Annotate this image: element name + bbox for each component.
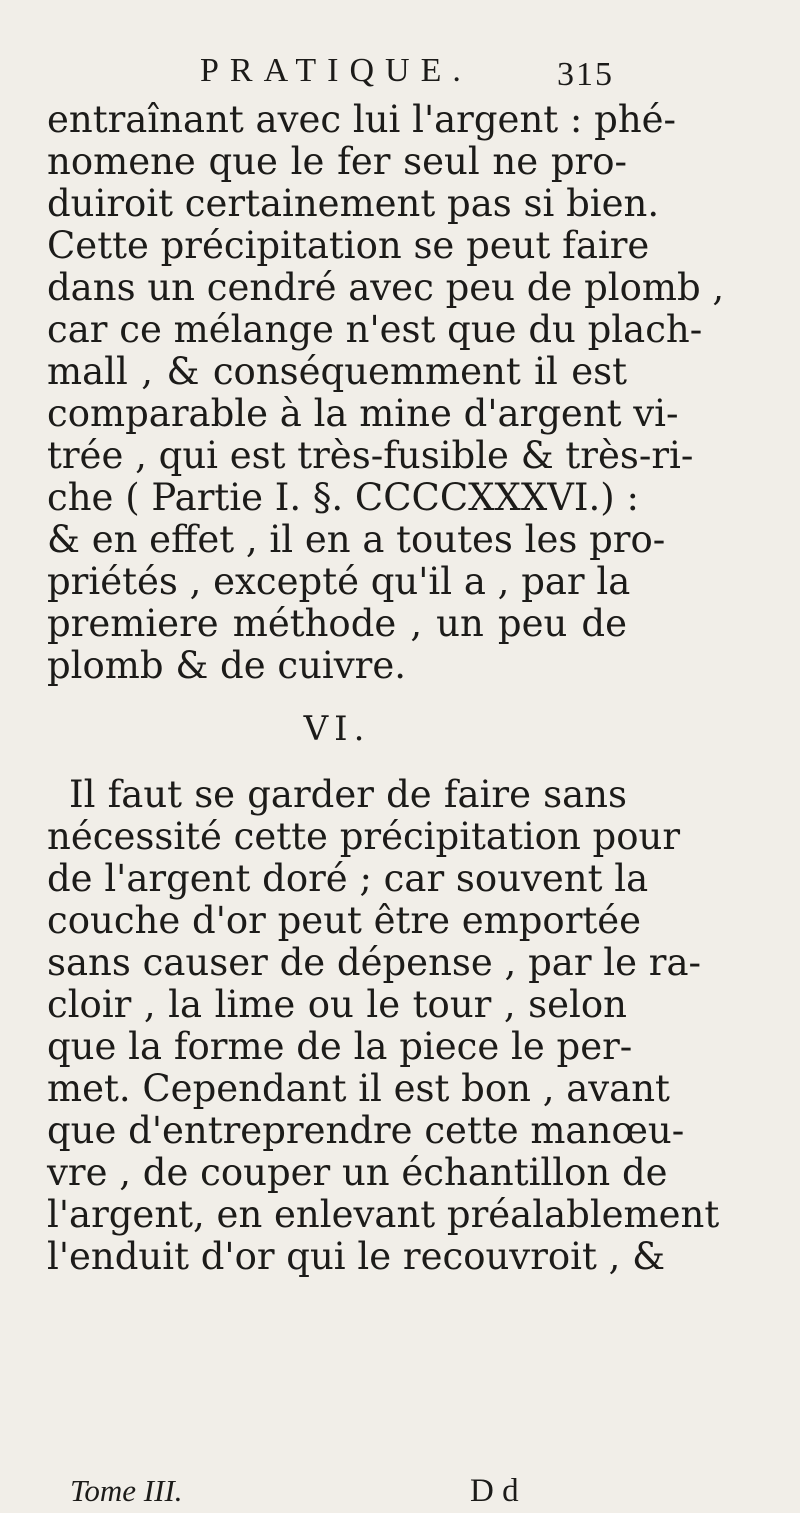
signature-mark: Tome III. (70, 1473, 183, 1508)
text-line: che ( Partie I. §. CCCCXXXVI.) : (47, 476, 639, 519)
text-line: & en effet , il en a toutes les pro- (47, 518, 666, 561)
text-line: entraînant avec lui l'argent : phé- (47, 98, 677, 141)
text-line: que d'entreprendre cette manœu- (47, 1109, 685, 1152)
section-heading: VI. (303, 709, 371, 749)
running-head-title: PRATIQUE. (200, 52, 472, 89)
running-head (0, 52, 800, 102)
page-number: 315 (557, 56, 614, 93)
text-line: dans un cendré avec peu de plomb , (47, 266, 725, 309)
text-line: sans causer de dépense , par le ra- (47, 941, 702, 984)
text-line: Il faut se garder de faire sans (69, 773, 627, 816)
text-line: duiroit certainement pas si bien. (47, 182, 660, 225)
catchword: D d (470, 1473, 519, 1509)
body-text (47, 98, 725, 1278)
text-line: car ce mélange n'est que du plach- (47, 308, 703, 351)
text-line: vre , de couper un échantillon de (47, 1151, 668, 1194)
text-line: premiere méthode , un peu de (47, 602, 627, 645)
text-line: l'argent, en enlevant préalablement (47, 1193, 720, 1236)
text-line: couche d'or peut être emportée (47, 899, 642, 942)
text-line: trée , qui est très-fusible & très-ri- (47, 434, 694, 477)
text-line: de l'argent doré ; car souvent la (47, 857, 649, 900)
text-line: nomene que le fer seul ne pro- (47, 140, 627, 183)
page-footer (0, 1473, 800, 1509)
text-line: l'enduit d'or qui le recouvroit , & (47, 1235, 666, 1278)
text-line: mall , & conséquemment il est (47, 350, 627, 393)
text-line: nécessité cette précipitation pour (47, 815, 681, 858)
text-line: cloir , la lime ou le tour , selon (47, 983, 627, 1026)
text-line: priétés , excepté qu'il a , par la (47, 560, 631, 603)
text-line: comparable à la mine d'argent vi- (47, 392, 679, 435)
text-line: plomb & de cuivre. (47, 644, 406, 687)
text-line: que la forme de la piece le per- (47, 1025, 633, 1068)
text-line: Cette précipitation se peut faire (47, 224, 650, 267)
text-line: met. Cependant il est bon , avant (47, 1067, 670, 1110)
